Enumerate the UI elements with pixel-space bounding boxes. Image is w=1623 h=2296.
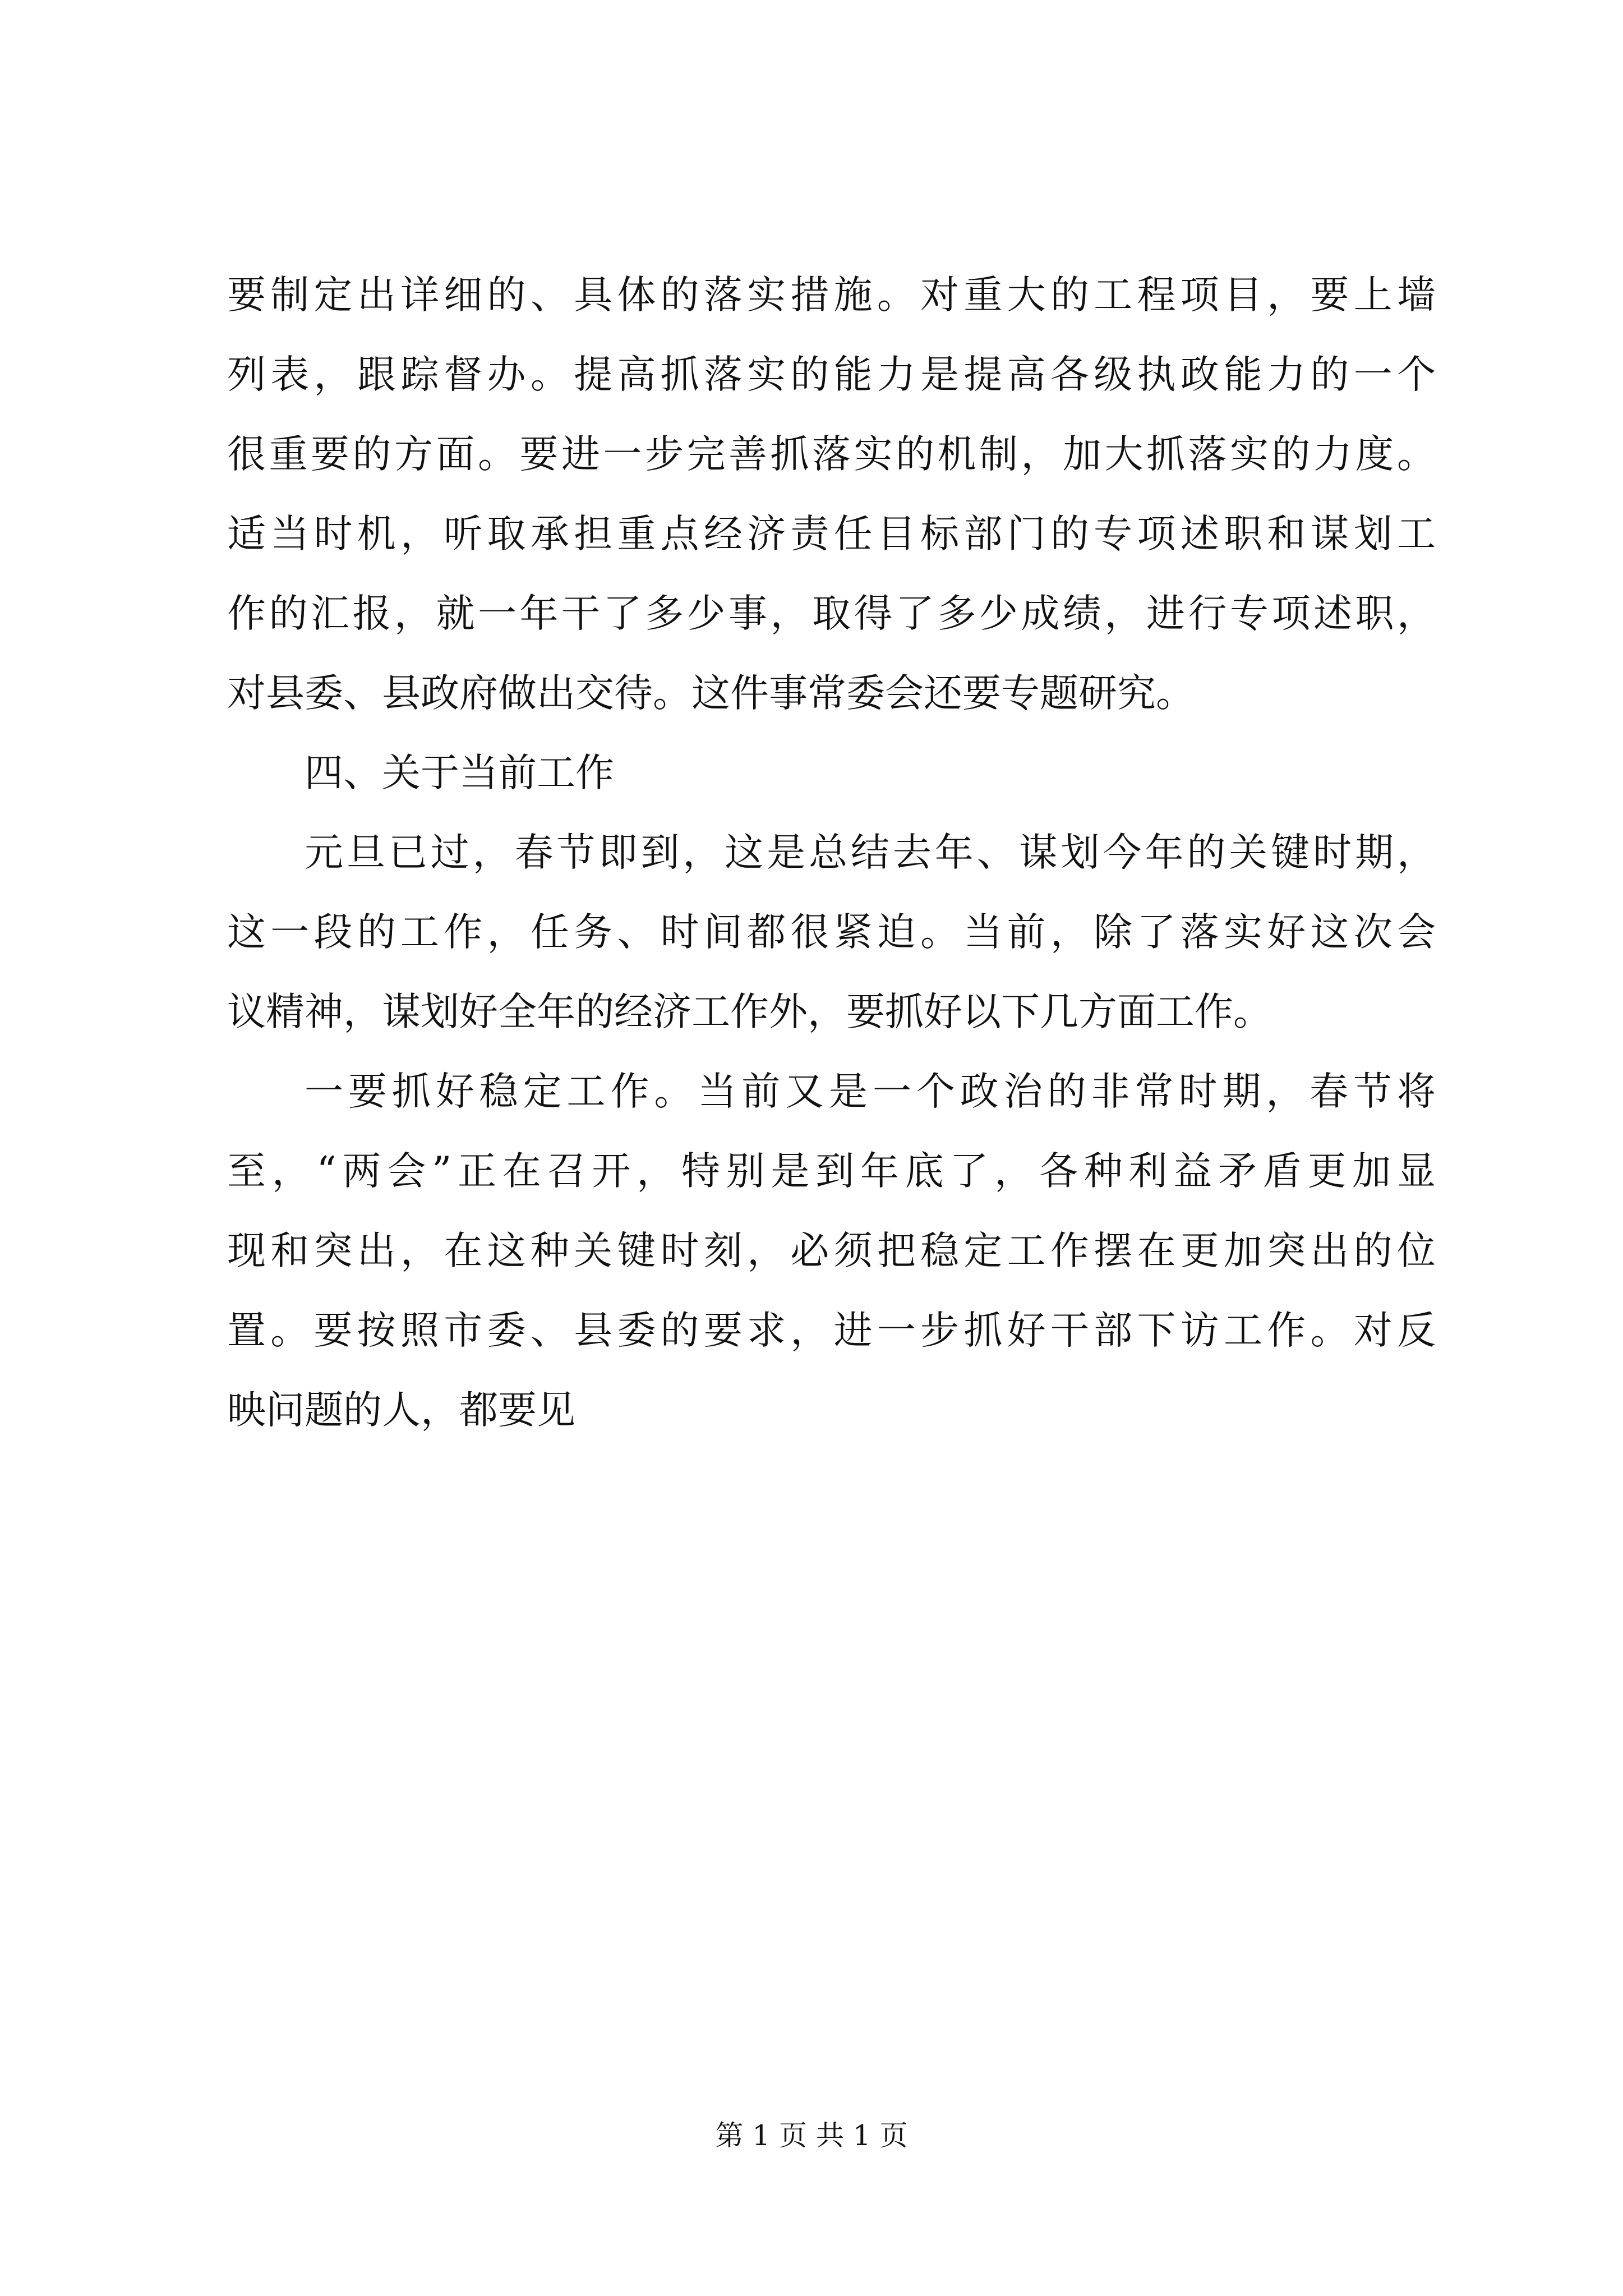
text-line: 作的汇报，就一年干了多少事，取得了多少成绩，进行专项述职， [227, 591, 1436, 636]
text-line: 对县委、县政府做出交待。这件事常委会还要专题研究。 [227, 671, 1195, 716]
text-line: 置。要按照市委、县委的要求，进一步抓好干部下访工作。对反 [227, 1308, 1436, 1353]
text-line: 现和突出，在这种关键时刻，必须把稳定工作摆在更加突出的位 [227, 1228, 1436, 1273]
text-line: 至，“两会”正在召开，特别是到年底了，各种利益矛盾更加显 [227, 1149, 1436, 1194]
text-line: 议精神，谋划好全年的经济工作外，要抓好以下几方面工作。 [227, 990, 1272, 1034]
text-line: 一要抓好稳定工作。当前又是一个政治的非常时期，春节将 [305, 1069, 1436, 1114]
section-heading: 四、关于当前工作 [305, 751, 614, 795]
text-line: 这一段的工作，任务、时间都很紧迫。当前，除了落实好这次会 [227, 910, 1436, 955]
text-line: 映问题的人，都要见 [227, 1388, 575, 1433]
text-line: 要制定出详细的、具体的落实措施。对重大的工程项目，要上墙 [227, 273, 1436, 318]
text-line: 很重要的方面。要进一步完善抓落实的机制，加大抓落实的力度。 [227, 432, 1436, 477]
text-line: 列表，跟踪督办。提高抓落实的能力是提高各级执政能力的一个 [227, 352, 1436, 397]
text-line: 适当时机，听取承担重点经济责任目标部门的专项述职和谋划工 [227, 512, 1436, 556]
text-line: 元旦已过，春节即到，这是总结去年、谋划今年的关键时期， [305, 830, 1436, 875]
document-body [227, 255, 1436, 1450]
page-footer [0, 2116, 1623, 2155]
page-number-label: 第 1 页 共 1 页 [715, 2119, 908, 2152]
